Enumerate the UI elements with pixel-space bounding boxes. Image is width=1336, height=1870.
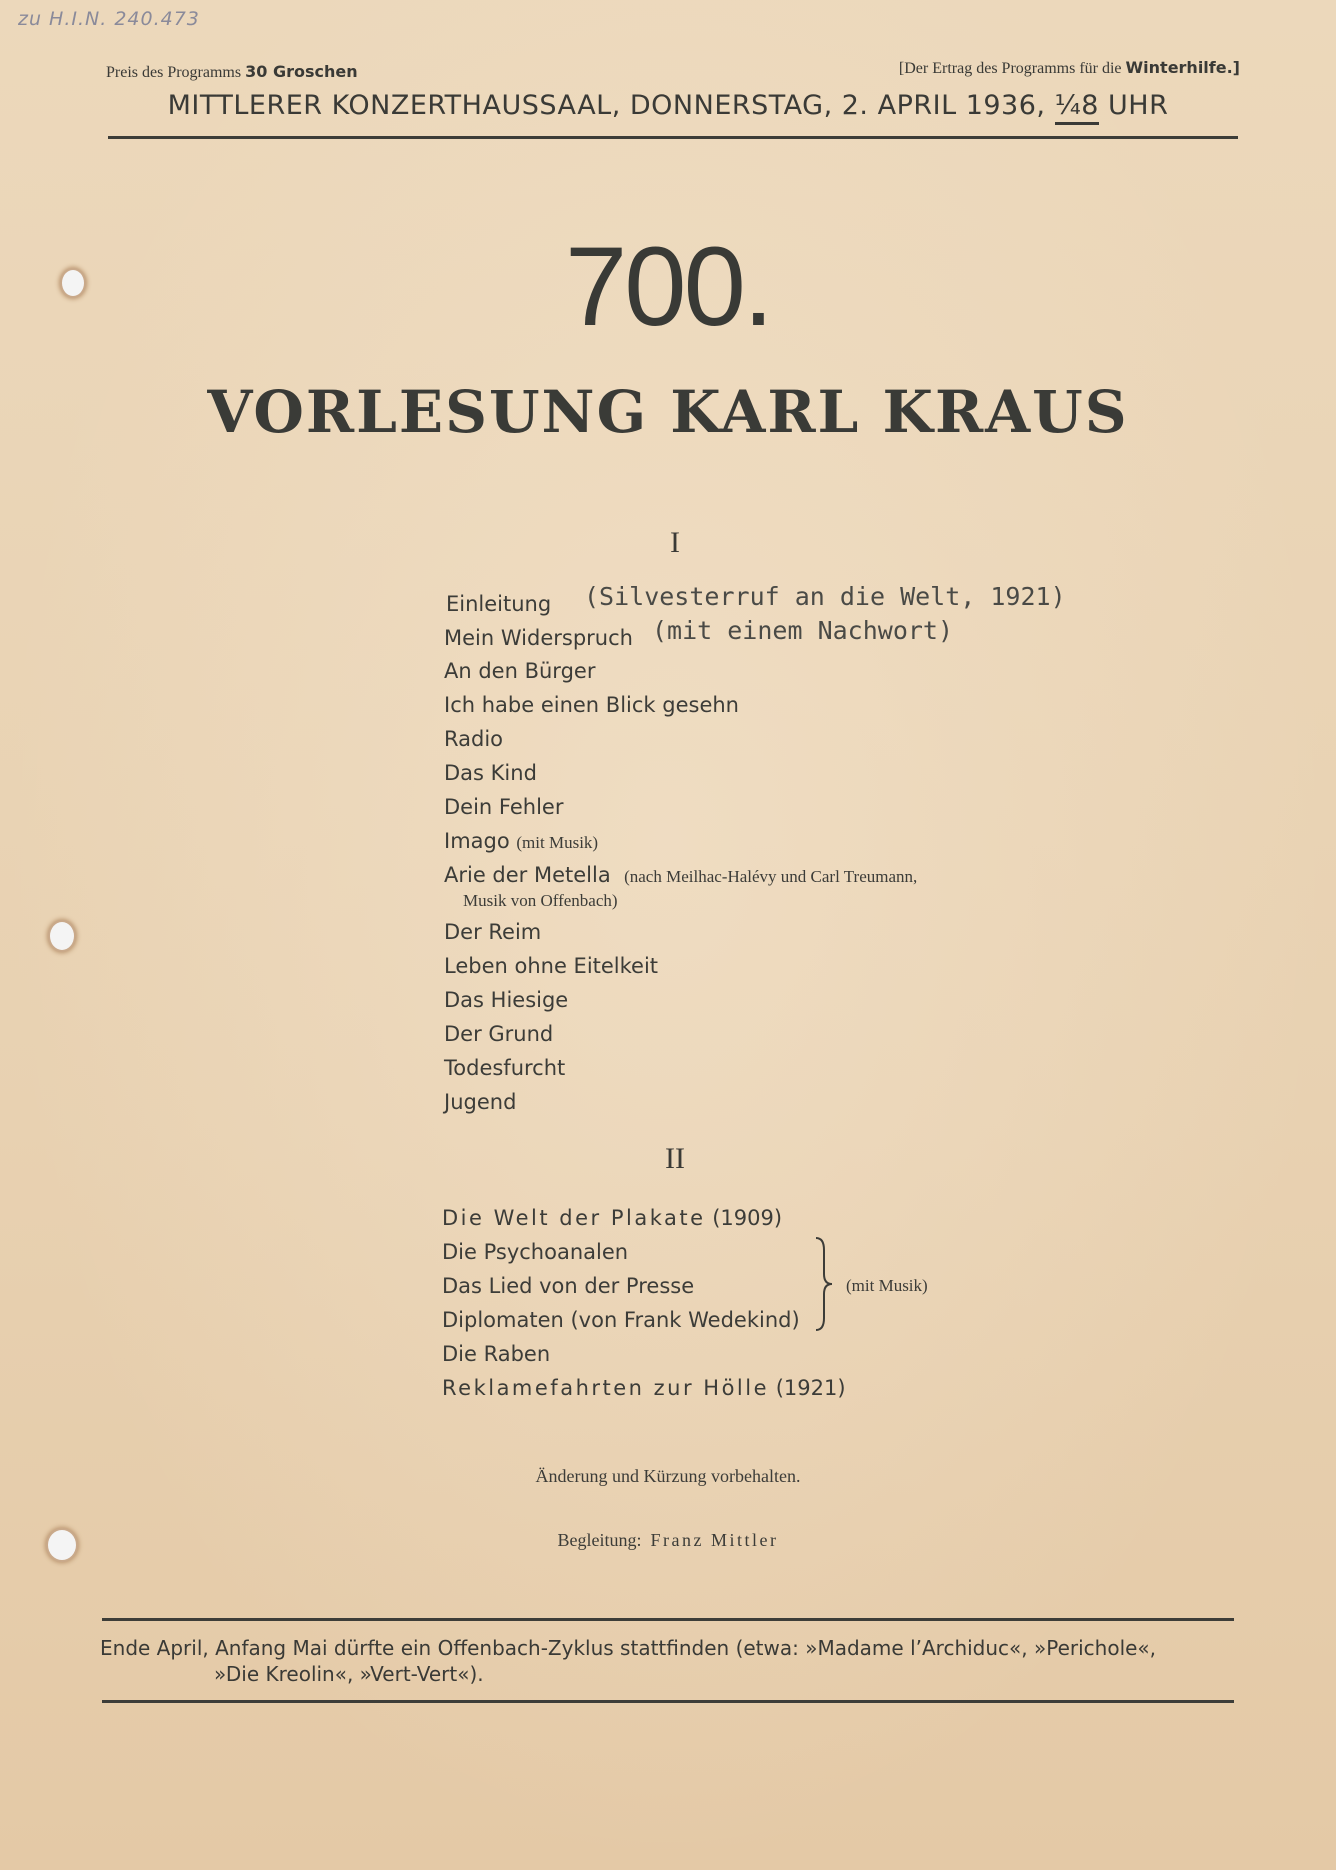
punch-hole	[48, 1530, 76, 1560]
program-item: Dein Fehler	[444, 795, 564, 819]
program-item: Das Lied von der Presse	[442, 1274, 695, 1298]
program-item	[444, 863, 917, 887]
proceeds-note	[899, 58, 1240, 78]
page-title: VORLESUNG KARL KRAUS	[207, 378, 1129, 446]
program-item: Der Grund	[444, 1022, 554, 1046]
punch-hole	[50, 922, 74, 950]
program-item	[444, 829, 598, 853]
item-title: Die Welt der Plakate	[442, 1206, 706, 1230]
punch-hole	[62, 270, 84, 296]
program-item: An den Bürger	[444, 659, 596, 683]
item-year: (1921)	[775, 1376, 846, 1400]
item-year: (1909)	[712, 1206, 783, 1230]
footer-top-rule	[102, 1618, 1234, 1621]
footer-line-1: Ende April, Anfang Mai dürfte ein Offenbach-Zyklus stattfinden (etwa: »Madame l’Archiduc«, »Perichole«,	[100, 1636, 1157, 1660]
item-title: Mein Widerspruch	[444, 626, 633, 650]
program-item: Das Kind	[444, 761, 537, 785]
program-item	[442, 1376, 846, 1400]
program-item	[442, 1206, 782, 1230]
item-note: (mit Musik)	[516, 833, 599, 852]
item-title: Einleitung	[446, 592, 552, 616]
accompaniment-line	[0, 1530, 1336, 1551]
price-amount: 30 Groschen	[245, 62, 358, 81]
program-item	[444, 626, 633, 650]
program-item: Leben ohne Eitelkeit	[444, 954, 659, 978]
program-item: Jugend	[444, 1090, 517, 1114]
program-item: Die Raben	[442, 1342, 551, 1366]
program-item: Ich habe einen Blick gesehn	[444, 693, 739, 717]
proceeds-prefix: [Der Ertrag des Programms für die	[898, 60, 1122, 77]
item-title: Reklamefahrten zur Hölle	[442, 1376, 770, 1400]
part-two-numeral: II	[665, 1142, 685, 1175]
venue-date-text: MITTLERER KONZERTHAUSSAAL, DONNERSTAG, 2. APRIL 1936,	[167, 90, 1046, 121]
item-title: Arie der Metella	[444, 863, 611, 887]
program-item: Der Reim	[444, 920, 542, 944]
accompaniment-label: Begleitung:	[557, 1530, 642, 1550]
proceeds-beneficiary: Winterhilfe.]	[1125, 58, 1240, 77]
typed-insertion: (mit einem Nachwort)	[652, 616, 954, 645]
header-rule	[108, 136, 1238, 139]
item-note: (nach Meilhac-Halévy und Carl Treumann,	[624, 867, 918, 886]
venue-date-line	[0, 90, 1336, 121]
footer-line-2: »Die Kreolin«, »Vert-Vert«).	[214, 1662, 484, 1686]
brace-note: (mit Musik)	[846, 1276, 928, 1295]
reservation-note: Änderung und Kürzung vorbehalten.	[535, 1466, 801, 1486]
part-one-numeral: I	[670, 526, 680, 559]
time-suffix: UHR	[1108, 90, 1169, 121]
footer-bottom-rule	[102, 1700, 1234, 1703]
accompanist-name: Franz Mittler	[650, 1530, 779, 1550]
time-fraction: ¼8	[1055, 90, 1099, 125]
item-note-continued: Musik von Offenbach)	[463, 891, 618, 910]
program-item: Die Psychoanalen	[442, 1240, 629, 1264]
program-item: Todesfurcht	[444, 1056, 566, 1080]
program-item	[446, 592, 551, 616]
program-item: Diplomaten (von Frank Wedekind)	[442, 1308, 800, 1332]
price-note	[106, 62, 358, 82]
handwritten-annotation: zu H.I.N. 240.473	[18, 8, 200, 30]
reading-number: 700.	[565, 224, 771, 349]
price-prefix: Preis des Programms	[106, 64, 242, 81]
grouping-brace	[812, 1236, 834, 1332]
item-title: Imago	[444, 829, 510, 853]
program-item: Radio	[444, 727, 504, 751]
program-item: Das Hiesige	[444, 988, 569, 1012]
typed-insertion: (Silvesterruf an die Welt, 1921)	[584, 582, 1066, 611]
